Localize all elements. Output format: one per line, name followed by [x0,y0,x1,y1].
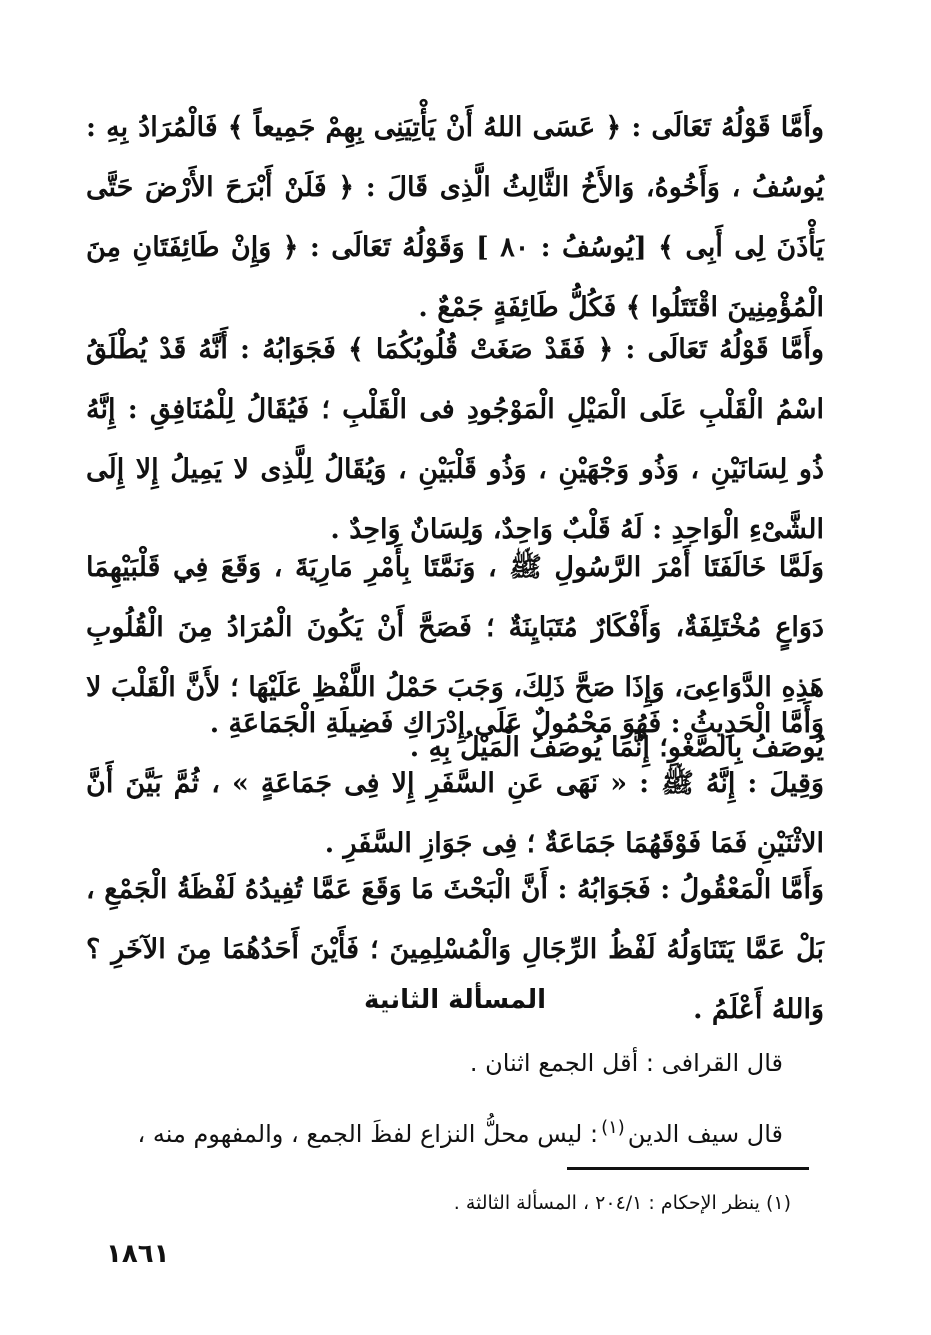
paragraph-text: وأَمَّا قَوْلُهُ تَعَالَى : ﴿ عَسَى اللهُ أَنْ يَأْتِيَنِى بِهِمْ جَمِيعاً ﴾ فَالْمُرَادُ بِهِ : يُوسُفُ ، وَأَخُوهُ، وَالأَخُ الثَّالِثُ الَّذِى قَالَ : ﴿ فَلَنْ أَبْرَحَ الأَرْضَ حَتَّى يَأْذَنَ لِى أَبِى ﴾ [يُوسُفُ : ٨٠ ] وَقَوْلُهُ تَعَالَى : ﴿ وَإِنْ طَائِفَتَانِ مِنَ الْمُؤْمِنِينَ اقْتَتَلُوا ﴾ فَكُلُّ طَائِفَةٍ جَمْعٌ . [86,112,824,323]
footnote: (١) ينظر الإحكام : ٢٠٤/١ ، المسألة الثالثة . [453,1192,791,1214]
sayf-line-start: قال سيف الدين [627,1120,783,1148]
paragraph-qalb-meaning [86,320,824,560]
page-number: ١٨٦١ [106,1239,170,1269]
paragraph-text: وَأَمَّا الْمَعْقُولُ : فَجَوَابُهُ : أَنَّ الْبَحْثَ مَا وَقَعَ عَمَّا تُفِيدُهُ لَفْظَةُ الْجَمْعِ ، بَلْ عَمَّا يَتَنَاوَلُهُ لَفْظُ الرِّجَالِ وَالْمُسْلِمِينَ ؛ فَأَيْنَ أَحَدُهُمَا مِنَ الآخَرِ ؟ وَاللهُ أَعْلَمُ . [86,874,824,1025]
paragraph-travel [86,754,824,874]
sayf-line-end: : ليس محلُّ النزاع لفظَ الجمع ، والمفهوم منه ، [137,1120,599,1148]
paragraph-verse-discussion [86,98,824,338]
paragraph-text: وَأَمَّا الْحَدِيثُ : فَهُوَ مَحْمُولٌ عَلَى إِدْرَاكِ فَضِيلَةِ الْجَمَاعَةِ . [209,708,824,739]
sayf-al-din-statement [137,1108,783,1154]
section-heading: المسألة الثانية [363,985,547,1015]
qarafi-statement: قال القرافى : أقل الجمع اثنان . [469,1049,783,1077]
paragraph-text: وأَمَّا قَوْلُهُ تَعَالَى : ﴿ فَقَدْ صَغَتْ قُلُوبُكُمَا ﴾ فَجَوَابُهُ : أَنَّهُ قَدْ يُطْلَقُ اسْمُ الْقَلْبِ عَلَى الْمَيْلِ الْمَوْجُودِ فى الْقَلْبِ ؛ فَيُقَالُ لِلْمُنَافِقِ : إِنَّهُ ذُو لِسَانَيْنِ ، وَذُو وَجْهَيْنِ ، وَذُو قَلْبَيْنِ ، وَيُقَالُ لِلَّذِى لا يَمِيلُ إِلا إِلَى الشَّىْءِ الْوَاحِدِ : لَهُ قَلْبٌ وَاحِدٌ، وَلِسَانٌ وَاحِدٌ . [86,334,824,545]
footnote-divider [567,1167,809,1170]
paragraph-text: وَلَمَّا خَالَفَتَا أَمْرَ الرَّسُولِ ﷺ ، وَنَمَّتَا بِأَمْرِ مَارِيَةَ ، وَقَعَ فِي قَلْبَيْهِمَا دَوَاعٍ مُخْتَلِفَةٌ، وَأَفْكَارٌ مُتَبَايِنَةٌ ؛ فَصَحَّ أَنْ يَكُونَ الْمُرَادُ مِنَ الْقُلُوبِ هَذِهِ الدَّوَاعِىَ، وَإِذَا صَحَّ ذَلِكَ، وَجَبَ حَمْلُ اللَّفْظِ عَلَيْهَا ؛ لأَنَّ الْقَلْبَ لا يُوصَفُ بِالصَّغْوِ؛ إِنَّمَا يُوصَفُ الْمَيْلُ بِهِ . [86,552,824,763]
footnote-reference: (١) [601,1117,625,1138]
paragraph-hadith [86,694,824,754]
paragraph-text: وَقِيلَ : إِنَّهُ ﷺ : « نَهَى عَنِ السَّفَرِ إِلا فِى جَمَاعَةٍ » ، ثُمَّ بَيَّنَ أَنَّ الاثْنَيْنِ فَمَا فَوْقَهُمَا جَمَاعَةٌ ؛ فِى جَوَازِ السَّفَرِ . [86,768,824,859]
